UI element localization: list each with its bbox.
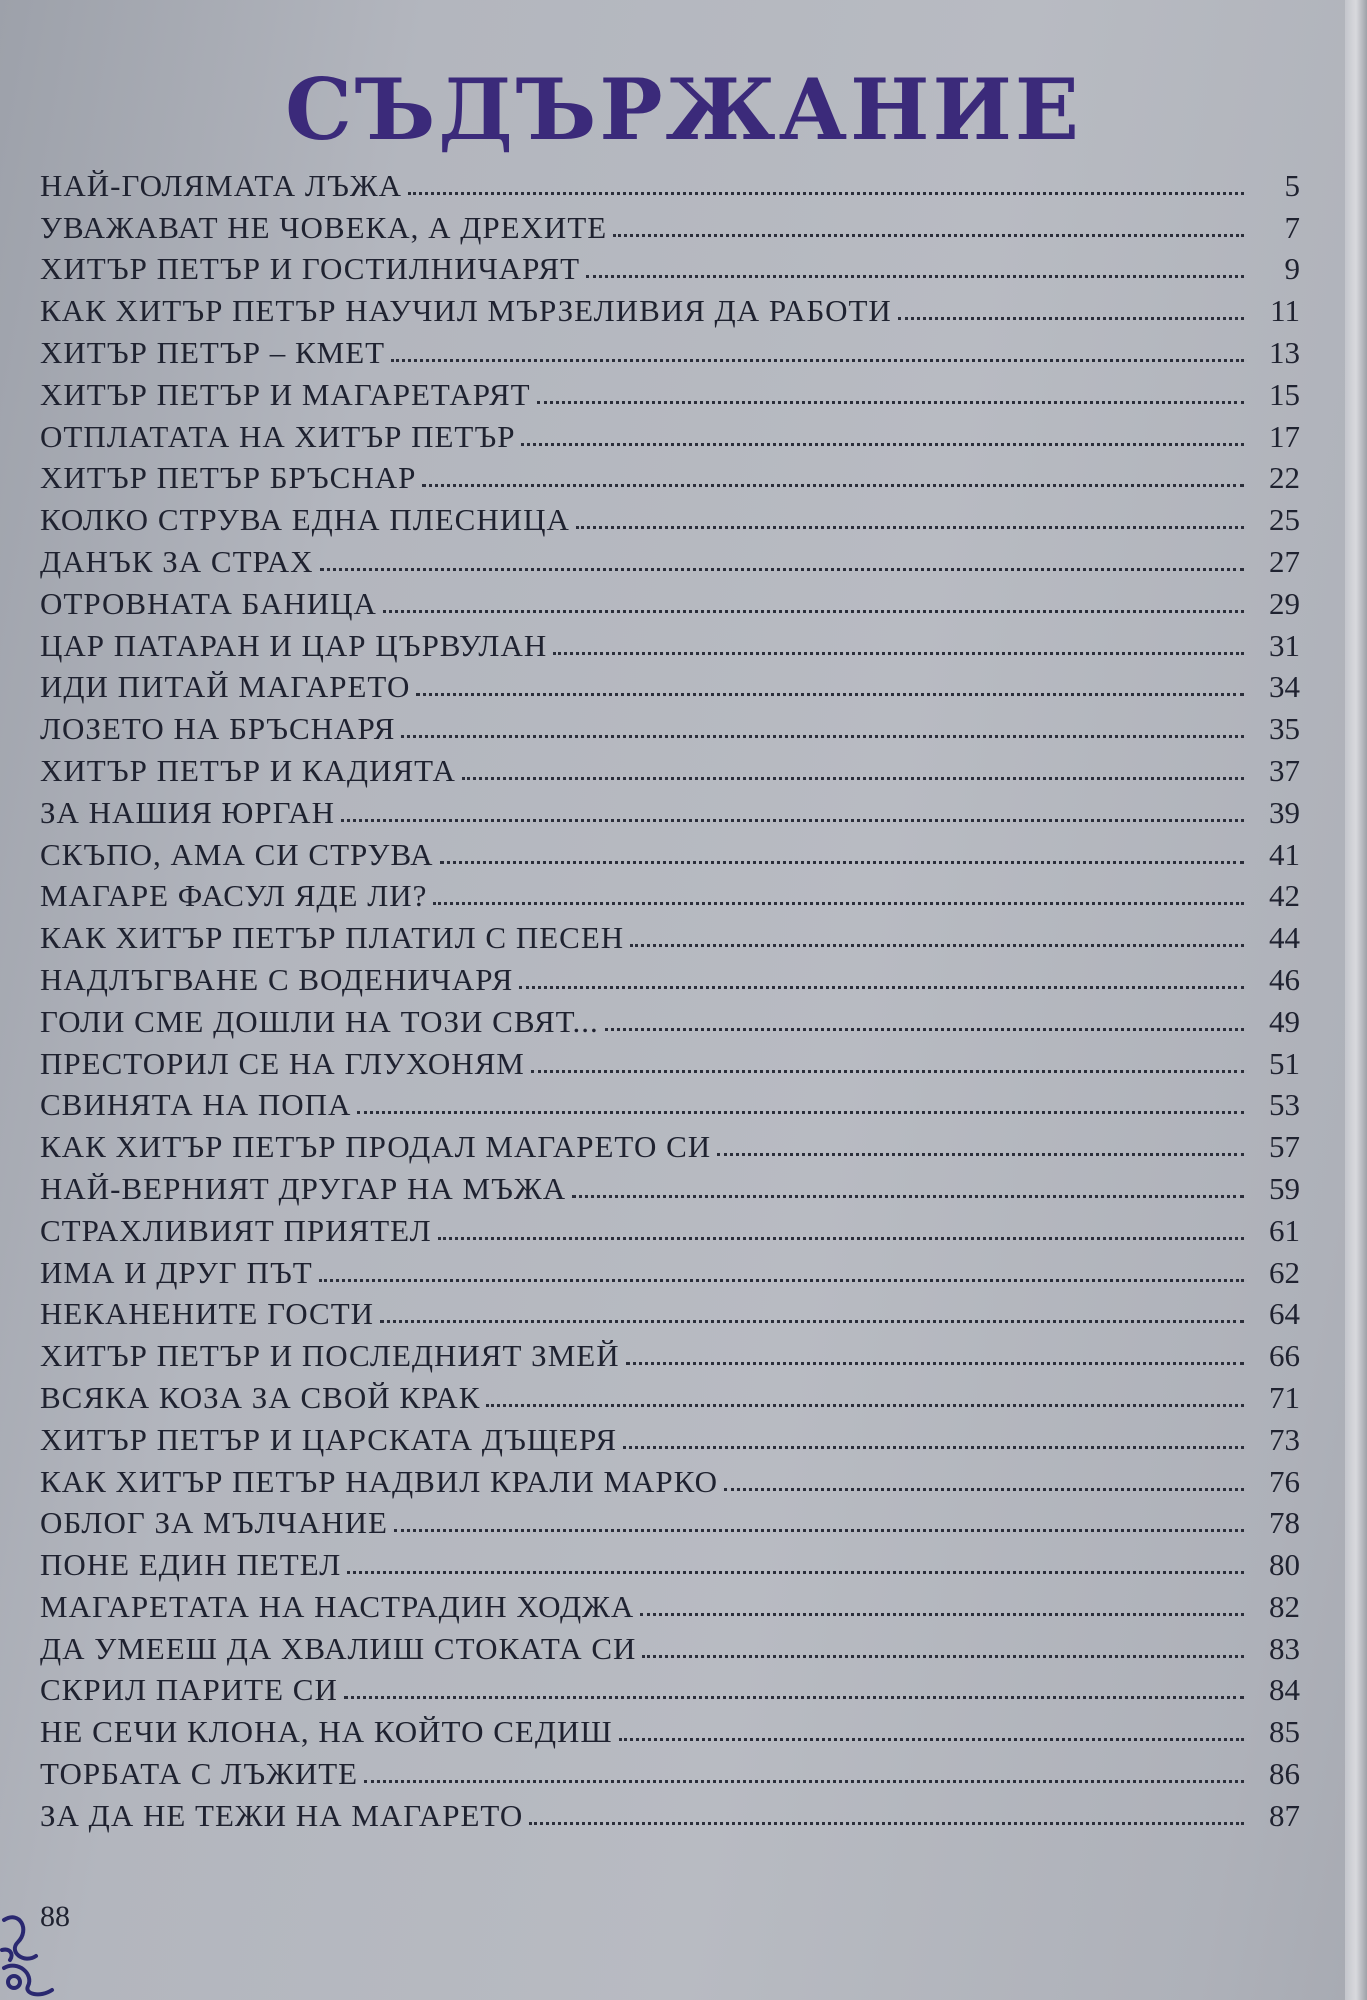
dot-leader — [433, 902, 1244, 905]
toc-entry-page: 73 — [1269, 1421, 1300, 1457]
page-title: СЪДЪРЖАНИЕ — [285, 60, 1082, 159]
dot-leader — [531, 1070, 1244, 1073]
toc-entry — [40, 162, 1300, 204]
toc-entry-title: ОТРОВНАТА БАНИЦА — [40, 585, 377, 621]
toc-entry-title: НАДЛЪГВАНЕ С ВОДЕНИЧАРЯ — [40, 961, 514, 997]
dot-leader — [341, 819, 1244, 822]
toc-entry-page: 41 — [1269, 836, 1300, 872]
toc-entry — [40, 1082, 1300, 1124]
toc-entry-page: 31 — [1269, 627, 1300, 663]
toc-entry-title: ИМА И ДРУГ ПЪТ — [40, 1254, 313, 1290]
dot-leader — [391, 359, 1244, 362]
toc-entry — [40, 1040, 1300, 1082]
toc-entry-title: ХИТЪР ПЕТЪР И ГОСТИЛНИЧАРЯТ — [40, 251, 581, 287]
dot-leader — [364, 1780, 1244, 1783]
toc-entry-page: 62 — [1269, 1254, 1300, 1290]
toc-entry-page: 82 — [1269, 1588, 1300, 1624]
toc-entry-page: 5 — [1284, 167, 1300, 203]
dot-leader — [383, 610, 1244, 613]
toc-entry-title: КАК ХИТЪР ПЕТЪР НАУЧИЛ МЪРЗЕЛИВИЯ ДА РАБОТИ — [40, 293, 892, 329]
toc-entry-title: УВАЖАВАТ НЕ ЧОВЕКА, А ДРЕХИТЕ — [40, 209, 608, 245]
toc-entry-page: 39 — [1269, 794, 1300, 830]
toc-entry-title: ЛОЗЕТО НА БРЪСНАРЯ — [40, 711, 396, 747]
dot-leader — [630, 944, 1244, 947]
dot-leader — [344, 1696, 1244, 1699]
toc-entry-title: КАК ХИТЪР ПЕТЪР ПЛАТИЛ С ПЕСЕН — [40, 920, 625, 956]
dot-leader — [724, 1488, 1244, 1491]
toc-entry — [40, 455, 1300, 497]
toc-entry-page: 53 — [1269, 1087, 1300, 1123]
toc-entry-title: СВИНЯТА НА ПОПА — [40, 1087, 352, 1123]
toc-entry — [40, 1207, 1300, 1249]
toc-entry-title: ПОНЕ ЕДИН ПЕТЕЛ — [40, 1547, 342, 1583]
toc-entry-page: 44 — [1269, 920, 1300, 956]
dot-leader — [462, 777, 1244, 780]
toc-entry-title: МАГАРЕ ФАСУЛ ЯДЕ ЛИ? — [40, 878, 428, 914]
toc-entry — [40, 329, 1300, 371]
dot-leader — [486, 1404, 1244, 1407]
toc-entry — [40, 204, 1300, 246]
toc-entry-page: 9 — [1284, 251, 1300, 287]
toc-entry-title: КАК ХИТЪР ПЕТЪР ПРОДАЛ МАГАРЕТО СИ — [40, 1129, 712, 1165]
toc-entry — [40, 622, 1300, 664]
toc-entry — [40, 538, 1300, 580]
dot-leader — [576, 526, 1244, 529]
dot-leader — [519, 986, 1244, 989]
dot-leader — [572, 1195, 1244, 1198]
toc-entry-page: 27 — [1269, 543, 1300, 579]
toc-entry-page: 76 — [1269, 1463, 1300, 1499]
dot-leader — [357, 1111, 1244, 1114]
dot-leader — [619, 1738, 1244, 1741]
toc-entry — [40, 1792, 1300, 1834]
toc-entry — [40, 1750, 1300, 1792]
toc-entry — [40, 1291, 1300, 1333]
toc-entry — [40, 789, 1300, 831]
page-number: 88 — [40, 1900, 70, 1933]
toc-entry — [40, 831, 1300, 873]
toc-entry-page: 42 — [1269, 878, 1300, 914]
dot-leader — [605, 1028, 1244, 1031]
toc-entry — [40, 1374, 1300, 1416]
toc-entry-title: ОБЛОГ ЗА МЪЛЧАНИЕ — [40, 1505, 388, 1541]
toc-entry-page: 13 — [1269, 334, 1300, 370]
toc-entry-title: ХИТЪР ПЕТЪР БРЪСНАР — [40, 460, 417, 496]
toc-entry-title: ЗА ДА НЕ ТЕЖИ НА МАГАРЕТО — [40, 1797, 524, 1833]
dot-leader — [438, 1237, 1244, 1240]
dot-leader — [319, 1279, 1244, 1282]
toc-entry — [40, 1583, 1300, 1625]
toc-entry — [40, 496, 1300, 538]
toc-entry-title: ЦАР ПАТАРАН И ЦАР ЦЪРВУЛАН — [40, 627, 548, 663]
page-edge — [1345, 0, 1367, 2000]
toc-entry — [40, 1165, 1300, 1207]
toc-entry-title: ДАНЪК ЗА СТРАХ — [40, 543, 314, 579]
dot-leader — [613, 234, 1244, 237]
toc-entry — [40, 1541, 1300, 1583]
toc-entry — [40, 287, 1300, 329]
dot-leader — [320, 568, 1244, 571]
toc-entry-title: ТОРБАТА С ЛЪЖИТЕ — [40, 1756, 359, 1792]
toc-entry-title: ЗА НАШИЯ ЮРГАН — [40, 794, 335, 830]
toc-entry-page: 29 — [1269, 585, 1300, 621]
dot-leader — [401, 735, 1244, 738]
toc-entry-title: ХИТЪР ПЕТЪР И ЦАРСКАТА ДЪЩЕРЯ — [40, 1421, 618, 1457]
toc-entry — [40, 580, 1300, 622]
dot-leader — [440, 861, 1244, 864]
toc-entry-title: ХИТЪР ПЕТЪР И ПОСЛЕДНИЯТ ЗМЕЙ — [40, 1338, 620, 1374]
toc-entry-page: 37 — [1269, 752, 1300, 788]
toc-entry-title: СКРИЛ ПАРИТЕ СИ — [40, 1672, 338, 1708]
toc-entry-page: 35 — [1269, 711, 1300, 747]
toc-entry — [40, 413, 1300, 455]
toc-entry — [40, 705, 1300, 747]
dot-leader — [642, 1655, 1244, 1658]
toc-entry — [40, 1332, 1300, 1374]
toc-entry-page: 78 — [1269, 1505, 1300, 1541]
toc-entry-page: 57 — [1269, 1129, 1300, 1165]
toc-entry-page: 66 — [1269, 1338, 1300, 1374]
dot-leader — [422, 484, 1244, 487]
dot-leader — [394, 1529, 1244, 1532]
dot-leader — [529, 1822, 1244, 1825]
toc-entry-page: 34 — [1269, 669, 1300, 705]
toc-entry — [40, 1708, 1300, 1750]
toc-entry-title: ГОЛИ СМЕ ДОШЛИ НА ТОЗИ СВЯТ... — [40, 1003, 599, 1039]
dot-leader — [416, 693, 1244, 696]
dot-leader — [521, 443, 1244, 446]
toc-entry-page: 17 — [1269, 418, 1300, 454]
toc-entry — [40, 1458, 1300, 1500]
toc-entry-page: 87 — [1269, 1797, 1300, 1833]
toc-entry — [40, 1123, 1300, 1165]
toc-entry-page: 71 — [1269, 1379, 1300, 1415]
toc-entry — [40, 873, 1300, 915]
toc-entry-title: СКЪПО, АМА СИ СТРУВА — [40, 836, 434, 872]
toc-entry-page: 85 — [1269, 1714, 1300, 1750]
dot-leader — [626, 1362, 1244, 1365]
toc-entry-page: 22 — [1269, 460, 1300, 496]
toc-entry — [40, 1249, 1300, 1291]
toc-entry-title: ОТПЛАТАТА НА ХИТЪР ПЕТЪР — [40, 418, 516, 454]
toc-entry-page: 7 — [1284, 209, 1300, 245]
toc-entry-title: ДА УМЕЕШ ДА ХВАЛИШ СТОКАТА СИ — [40, 1630, 637, 1666]
table-of-contents — [40, 162, 1300, 1834]
toc-entry-page: 46 — [1269, 961, 1300, 997]
toc-entry-page: 84 — [1269, 1672, 1300, 1708]
toc-entry — [40, 914, 1300, 956]
toc-entry-page: 64 — [1269, 1296, 1300, 1332]
toc-entry-title: НЕ СЕЧИ КЛОНА, НА КОЙТО СЕДИШ — [40, 1714, 613, 1750]
toc-entry-page: 51 — [1269, 1045, 1300, 1081]
toc-entry — [40, 998, 1300, 1040]
toc-entry-page: 83 — [1269, 1630, 1300, 1666]
toc-entry-title: ХИТЪР ПЕТЪР И МАГАРЕТАРЯТ — [40, 376, 531, 412]
toc-entry — [40, 747, 1300, 789]
dot-leader — [623, 1446, 1244, 1449]
toc-entry-page: 15 — [1269, 376, 1300, 412]
toc-entry-page: 80 — [1269, 1547, 1300, 1583]
toc-entry — [40, 371, 1300, 413]
toc-entry-title: НЕКАНЕНИТЕ ГОСТИ — [40, 1296, 375, 1332]
toc-entry-title: КОЛКО СТРУВА ЕДНА ПЛЕСНИЦА — [40, 502, 570, 538]
toc-entry — [40, 1625, 1300, 1667]
toc-entry-page: 61 — [1269, 1212, 1300, 1248]
toc-entry-title: СТРАХЛИВИЯТ ПРИЯТЕЛ — [40, 1212, 432, 1248]
toc-entry — [40, 1500, 1300, 1542]
toc-entry-title: НАЙ-ВЕРНИЯТ ДРУГАР НА МЪЖА — [40, 1170, 567, 1206]
toc-entry-title: ИДИ ПИТАЙ МАГАРЕТО — [40, 669, 411, 705]
toc-entry — [40, 664, 1300, 706]
toc-entry-title: МАГАРЕТАТА НА НАСТРАДИН ХОДЖА — [40, 1588, 635, 1624]
toc-entry — [40, 956, 1300, 998]
toc-entry-page: 59 — [1269, 1170, 1300, 1206]
toc-entry-title: ВСЯКА КОЗА ЗА СВОЙ КРАК — [40, 1379, 481, 1415]
toc-entry — [40, 1416, 1300, 1458]
dot-leader — [717, 1153, 1244, 1156]
toc-entry-title: КАК ХИТЪР ПЕТЪР НАДВИЛ КРАЛИ МАРКО — [40, 1463, 718, 1499]
toc-entry — [40, 1667, 1300, 1709]
dot-leader — [586, 275, 1244, 278]
dot-leader — [347, 1571, 1244, 1574]
toc-entry-title: НАЙ-ГОЛЯМАТА ЛЪЖА — [40, 167, 403, 203]
toc-entry-page: 49 — [1269, 1003, 1300, 1039]
dot-leader — [537, 401, 1244, 404]
toc-entry-page: 25 — [1269, 502, 1300, 538]
dot-leader — [898, 317, 1244, 320]
dot-leader — [640, 1613, 1244, 1616]
toc-entry — [40, 246, 1300, 288]
toc-entry-title: ХИТЪР ПЕТЪР И КАДИЯТА — [40, 752, 456, 788]
dot-leader — [553, 652, 1244, 655]
toc-entry-title: ХИТЪР ПЕТЪР – КМЕТ — [40, 334, 386, 370]
toc-entry-page: 11 — [1270, 293, 1300, 329]
toc-entry-title: ПРЕСТОРИЛ СЕ НА ГЛУХОНЯМ — [40, 1045, 525, 1081]
dot-leader — [380, 1320, 1244, 1323]
toc-entry-page: 86 — [1269, 1756, 1300, 1792]
dot-leader — [408, 192, 1244, 195]
